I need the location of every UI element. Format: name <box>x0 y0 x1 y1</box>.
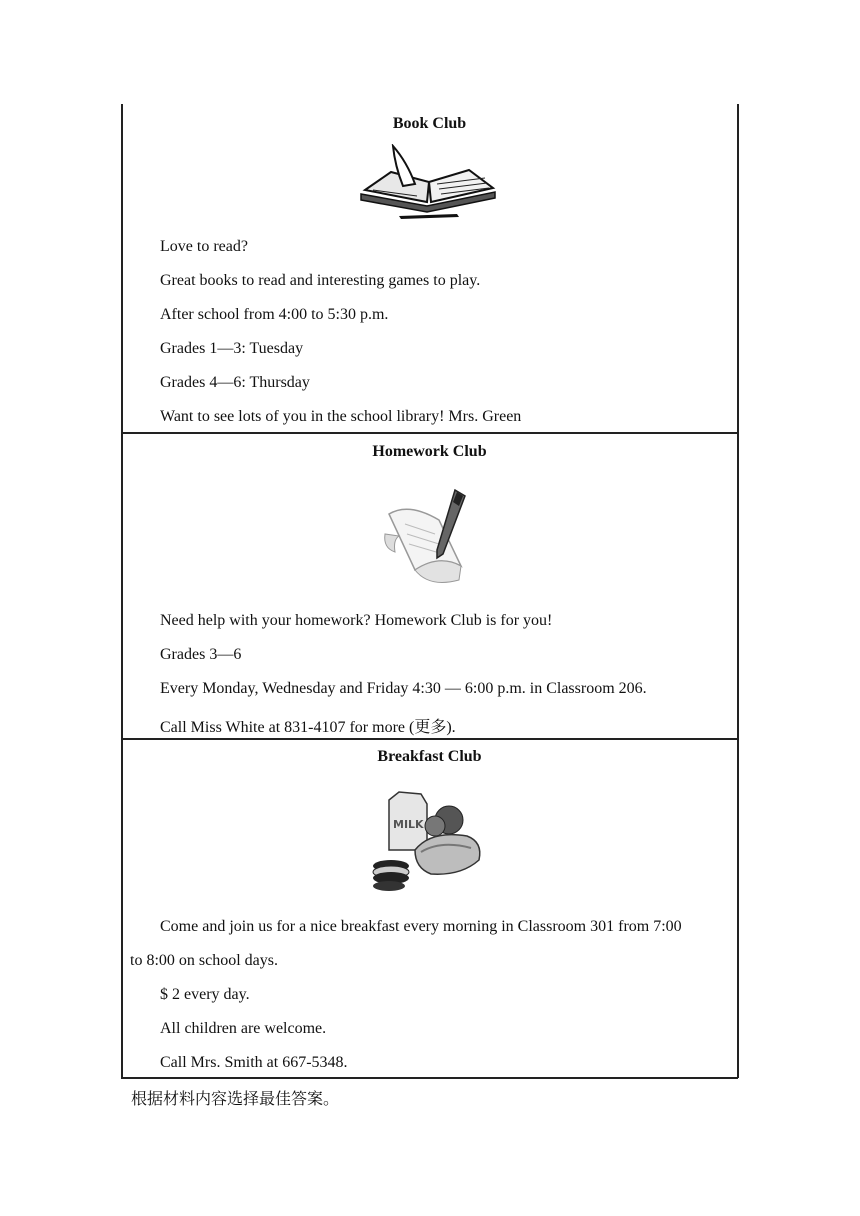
homework-club-line-4: Call Miss White at 831-4107 for more (更多). <box>160 719 456 736</box>
clubs-table <box>121 104 738 1078</box>
paper-and-pen-icon <box>379 484 479 594</box>
breakfast-club-line-5: Call Mrs. Smith at 667-5348. <box>160 1054 348 1071</box>
homework-club-line-2: Grades 3—6 <box>160 646 242 663</box>
row-divider-1 <box>121 432 738 434</box>
homework-club-line-1: Need help with your homework? Homework Club is for you! <box>160 612 553 629</box>
breakfast-club-title: Breakfast Club <box>377 748 482 765</box>
breakfast-food-icon <box>371 790 491 894</box>
book-club-line-5: Grades 4—6: Thursday <box>160 374 310 391</box>
table-right-border <box>737 104 739 1078</box>
book-club-line-4: Grades 1—3: Tuesday <box>160 340 304 357</box>
row-divider-2 <box>121 738 738 740</box>
milk-carton-label: MILK <box>393 818 424 831</box>
breakfast-club-line-2: to 8:00 on school days. <box>130 952 278 969</box>
homework-club-title: Homework Club <box>372 443 487 460</box>
open-book-with-pen-icon <box>357 144 497 220</box>
book-club-line-3: After school from 4:00 to 5:30 p.m. <box>160 306 389 323</box>
table-left-border <box>121 104 123 1078</box>
homework-club-line-3: Every Monday, Wednesday and Friday 4:30 — 6:00 p.m. in Classroom 206. <box>160 680 647 697</box>
breakfast-club-line-1: Come and join us for a nice breakfast every morning in Classroom 301 from 7:00 <box>160 918 682 935</box>
book-club-title: Book Club <box>392 115 467 132</box>
book-club-line-2: Great books to read and interesting games to play. <box>160 272 481 289</box>
breakfast-club-line-4: All children are welcome. <box>160 1020 327 1037</box>
book-club-line-1: Love to read? <box>160 238 248 255</box>
question-instruction: 根据材料内容选择最佳答案。 <box>131 1089 340 1108</box>
table-bottom-border <box>121 1077 738 1079</box>
book-club-line-6: Want to see lots of you in the school library! Mrs. Green <box>160 408 522 425</box>
breakfast-club-line-3: $ 2 every day. <box>160 986 250 1003</box>
